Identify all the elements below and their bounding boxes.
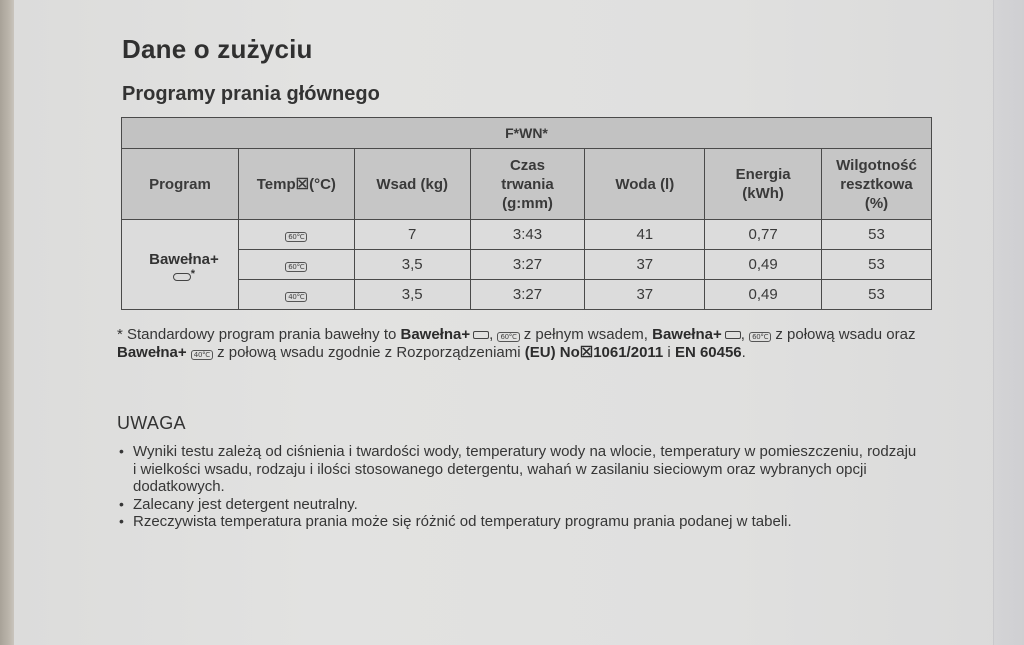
footnote-text: z połową wsadu oraz — [771, 326, 916, 343]
section-subtitle: Programy prania głównego — [122, 83, 380, 105]
czas-cell: 3:27 — [470, 280, 585, 310]
footnote-text: , — [489, 326, 498, 343]
note-item — [117, 496, 917, 514]
footnote-text: i — [663, 344, 675, 361]
table-row — [122, 250, 932, 280]
header-wsad: Wsad (kg) — [354, 149, 470, 220]
table-row — [122, 220, 932, 250]
header-energia — [705, 149, 822, 220]
eco-rectangle-icon — [173, 273, 191, 281]
wilgotnosc-cell: 53 — [822, 250, 932, 280]
header-energia-line2: (kWh) — [742, 185, 784, 202]
temp-60-icon: 60°C — [285, 232, 307, 242]
wilgotnosc-cell: 53 — [822, 220, 932, 250]
czas-cell: 3:43 — [470, 220, 585, 250]
header-woda: Woda (l) — [585, 149, 705, 220]
header-czas-line1: Czas — [509, 156, 545, 174]
bullet-icon: • — [119, 443, 124, 459]
header-program: Program — [122, 149, 239, 220]
header-czas-line3: (g:mm) — [502, 194, 553, 212]
header-wilg-line1: Wilgotność — [836, 156, 917, 174]
footnote-program-name: Bawełna+ — [652, 326, 722, 343]
footnote — [117, 326, 917, 362]
bullet-icon: • — [119, 513, 124, 529]
wsad-cell: 3,5 — [354, 280, 470, 310]
energia-cell: 0,49 — [705, 250, 822, 280]
note-heading: UWAGA — [117, 413, 186, 433]
note-text: Rzeczywista temperatura prania może się różnić od temperatury programu prania podanej w tabeli. — [133, 513, 792, 530]
temp-60-icon: 60°C — [497, 332, 519, 342]
consumption-table — [121, 117, 932, 310]
model-name: F*WN* — [122, 118, 932, 149]
program-cell — [122, 220, 239, 310]
program-name: Bawełna+ — [149, 250, 219, 268]
bullet-icon: • — [119, 495, 124, 512]
footnote-program-name: Bawełna+ — [117, 344, 187, 361]
header-energia-line1: Energia — [735, 166, 791, 183]
footnote-program-name: Bawełna+ — [400, 326, 471, 343]
note-item — [117, 513, 917, 531]
note-text: Wyniki testu zależą od ciśnienia i twardości wody, temperatury wody na wlocie, temperatury w pomieszczeniu, rodzaju i wielkości wsadu, rodzaju i ilości stosowanego detergentu, wahań w zasilaniu sieciowym oraz wybranych opcji dodatkowych. — [133, 443, 917, 495]
note-item — [117, 443, 917, 496]
temp-40-icon: 40°C — [285, 292, 307, 302]
note-list — [117, 443, 917, 531]
header-row — [122, 149, 932, 220]
woda-cell: 41 — [585, 220, 705, 250]
header-czas-line2: trwania — [501, 175, 554, 193]
note-text: Zalecany jest detergent neutralny. — [133, 495, 358, 513]
czas-cell: 3:27 — [470, 250, 585, 280]
energia-cell: 0,49 — [705, 280, 822, 310]
wilgotnosc-cell: 53 — [822, 280, 932, 310]
asterisk-marker: * — [190, 267, 196, 280]
header-wilgotnosc — [822, 149, 932, 220]
wsad-cell: 7 — [354, 220, 470, 250]
header-temp: Temp☒(°C) — [238, 149, 354, 220]
section-title: Dane o zużyciu — [122, 34, 313, 64]
eco-rectangle-icon — [473, 331, 489, 339]
temp-cell — [238, 280, 354, 310]
temp-60-icon: 60°C — [749, 332, 771, 342]
footnote-text: z połową wsadu zgodnie z Rozporządzeniami — [212, 344, 525, 361]
eco-rectangle-icon — [725, 331, 741, 339]
temp-60-icon: 60°C — [285, 262, 307, 272]
footnote-text: , — [740, 326, 750, 343]
temp-cell — [238, 250, 354, 280]
energia-cell: 0,77 — [705, 220, 822, 250]
temp-cell — [238, 220, 354, 250]
footnote-text: * Standardowy program prania bawełny to — [117, 326, 401, 343]
page-edge — [993, 0, 1024, 645]
header-wilg-line2: resztkowa — [840, 175, 913, 193]
standard-reference: EN 60456 — [674, 344, 742, 361]
table-row — [122, 280, 932, 310]
wsad-cell: 3,5 — [354, 250, 470, 280]
header-czas — [470, 149, 585, 220]
woda-cell: 37 — [585, 250, 705, 280]
temp-40-icon: 40°C — [191, 350, 213, 360]
woda-cell: 37 — [585, 280, 705, 310]
regulation-reference: (EU) No☒1061/2011 — [524, 344, 664, 361]
footnote-text: . — [741, 344, 746, 361]
model-row — [122, 118, 932, 149]
footnote-text: z pełnym wsadem, — [519, 326, 653, 343]
header-wilg-line3: (%) — [864, 194, 889, 212]
